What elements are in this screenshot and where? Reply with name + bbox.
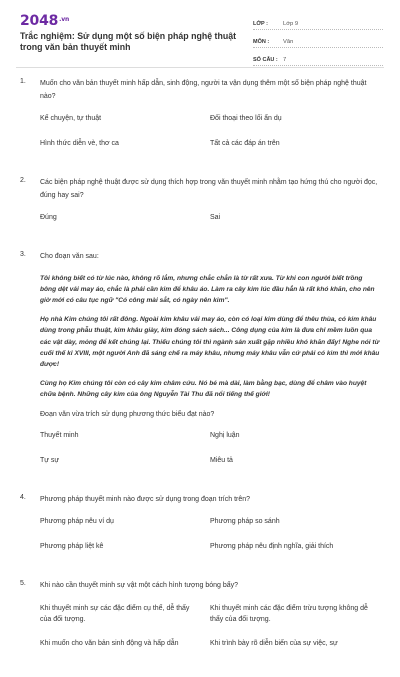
question-list: [0, 78, 400, 677]
answer-option[interactable]: Hình thức diễn vè, thơ ca: [40, 140, 119, 147]
answer-option[interactable]: Đối thoại theo lối ẩn dụ: [210, 115, 282, 122]
passage-paragraph: Họ nhà Kim chúng tôi rất đông. Ngoài kim khâu vải may áo, còn có loại kim dùng để thêu thùa, có kim khâu dùng trong phẫu thuật, kim khâu giày, kim đóng sách sách... Công dụng của kim là đưa chỉ mềm luồn qua các vật dày, mỏng để kết chúng lại. Thiếu chúng tôi thì ngành sản xuất gặp nhiều khó khăn đấy! Nghe nói từ cuối thế kỉ XVIII, một người Anh đã sáng chế ra máy khâu, nhưng máy khâu vẫn cứ phải có kim thì mới khâu được!: [40, 316, 380, 368]
answer-option[interactable]: Phương pháp so sánh: [210, 518, 280, 526]
answer-option[interactable]: Miêu tả: [210, 456, 233, 464]
answer-option[interactable]: Phương pháp nêu định nghĩa, giải thích: [210, 543, 334, 551]
meta-value: 7: [283, 57, 287, 63]
meta-row: [253, 14, 383, 30]
question-text: Phương pháp thuyết minh nào được sử dụng trong đoạn trích trên?: [40, 495, 251, 503]
meta-label: SỐ CÂU :: [253, 57, 278, 63]
question-4: [0, 494, 400, 567]
answer-option[interactable]: Tất cả các đáp án trên: [210, 140, 280, 147]
logo-text: 2048: [20, 13, 59, 29]
answer-option[interactable]: Khi trình bày rõ diễn biến của sự việc, sự: [210, 639, 338, 647]
passage-paragraph: Cùng họ Kim chúng tôi còn có cây kim châm cứu. Nó bé mà dài, làm bằng bạc, dùng để châm vào huyệt chữa bệnh. Những cây kim của ông Nguyễn Tài Thu đã nổi tiếng thế giới!: [40, 380, 367, 399]
meta-value: Văn: [283, 39, 294, 45]
meta-label: MÔN :: [253, 39, 270, 45]
meta-label: LỚP :: [253, 21, 268, 27]
meta-row: [253, 50, 383, 66]
header: [0, 0, 400, 66]
question-number: 2.: [20, 177, 26, 184]
answer-options: [40, 603, 380, 663]
question-5: [0, 580, 400, 663]
answer-option[interactable]: Thuyết minh: [40, 431, 79, 439]
logo-suffix: .vn: [59, 16, 70, 23]
logo[interactable]: [20, 13, 69, 29]
question-text: Cho đoạn văn sau:: [40, 253, 99, 260]
answer-option[interactable]: Đúng: [40, 214, 57, 221]
answer-option[interactable]: Sai: [210, 214, 221, 221]
page-title: Trắc nghiệm: Sử dụng một số biện pháp nghệ thuật trong văn bản thuyết minh: [20, 31, 237, 52]
answer-option[interactable]: Tự sự: [40, 456, 60, 464]
answer-option[interactable]: Khi thuyết minh sự các đặc điểm cụ thể, dễ thấy của đối tượng.: [40, 604, 190, 623]
answer-option[interactable]: Phương pháp nêu ví dụ: [40, 518, 114, 526]
question-number: 4.: [20, 493, 26, 501]
passage: [40, 273, 380, 401]
answer-options: [40, 212, 380, 237]
question-number: 1.: [20, 78, 26, 85]
answer-option[interactable]: Phương pháp liệt kê: [40, 543, 104, 551]
meta-value: Lớp 9: [283, 21, 299, 27]
question-number: 5.: [20, 580, 26, 588]
question-2: [0, 177, 400, 237]
passage-paragraph: Tôi không biết có từ lúc nào, không rõ lắm, nhưng chắc chắn là từ rất xưa. Từ khi con người biết trồng bông dệt vải may áo, chắc là phải cần kim để khâu áo. Làm ra cây kim lúc đầu hẳn là rất khó khăn, cho nên giờ mới có câu tục ngữ "Có công mài sắt, có ngày nên kim".: [40, 274, 375, 304]
question-1: [0, 78, 400, 163]
answer-options: [40, 113, 380, 163]
header-divider: [16, 67, 384, 68]
answer-option[interactable]: Khi thuyết minh các đặc điểm trừu tượng không dễ thấy của đối tượng.: [210, 604, 368, 623]
sub-question: Đoạn văn vừa trích sử dụng phương thức biểu đạt nào?: [40, 410, 215, 418]
answer-option[interactable]: Kể chuyện, tự thuật: [40, 115, 102, 122]
answer-option[interactable]: Khi muốn cho văn bản sinh động và hấp dẫn: [40, 639, 179, 647]
question-text: Khi nào cần thuyết minh sự vật một cách hình tượng bóng bẩy?: [40, 582, 239, 590]
question-number: 3.: [20, 251, 26, 258]
meta-info: [253, 14, 383, 68]
answer-options: [40, 430, 380, 480]
question-3: [0, 251, 400, 480]
question-text: Muốn cho văn bản thuyết minh hấp dẫn, sinh động, người ta vận dụng thêm một số biện pháp nghệ thuật nào?: [40, 80, 367, 100]
question-text: Các biện pháp nghệ thuật được sử dụng thích hợp trong văn thuyết minh nhằm tạo hứng thú cho người đọc, đúng hay sai?: [40, 179, 378, 199]
meta-row: [253, 32, 383, 48]
answer-options: [40, 516, 380, 566]
answer-option[interactable]: Nghị luận: [210, 431, 240, 439]
